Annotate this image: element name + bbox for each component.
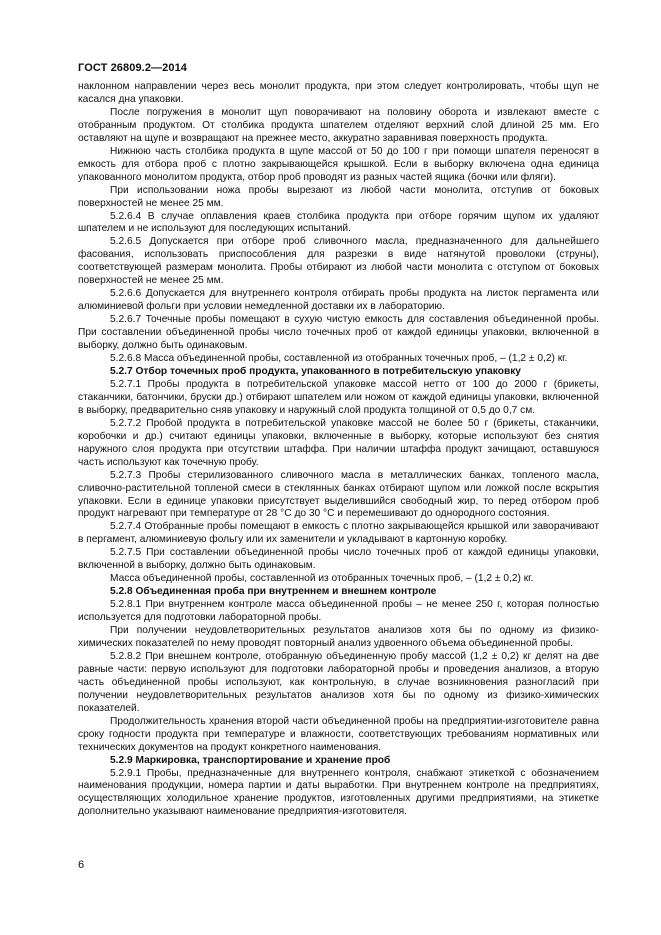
- paragraph: 5.2.7.3 Пробы стерилизованного сливочного масла в металлических банках, топленого масла, сливочно-растительной топленой смеси в стеклянных банках отбирают щупом или ложкой после вскрытия упаковки. Если в единице упаковки присутствует выделившийся свободный жир, то перед отбором проб продукт нагревают при температуре от 28 °С до 30 °С и перемешивают до однородного состояния.: [78, 469, 599, 520]
- section-heading: 5.2.7 Отбор точечных проб продукта, упакованного в потребительскую упаковку: [110, 365, 521, 377]
- paragraph: 5.2.8.2 При внешнем контроле, отобранную объединенную пробу массой (1,2 ± 0,2) кг делят на две равные части: первую используют для подготовки лабораторной пробы и проведения анализов, а вторую часть объединенной пробы используют, как контрольную, в случае возникновения разногласий при получении неудовлетворительных результатов анализов хотя бы по одному из физико-химических показателей.: [78, 650, 599, 714]
- section-heading: 5.2.9 Маркировка, транспортирование и хранение проб: [110, 754, 391, 766]
- page-number: 6: [78, 859, 85, 871]
- document-body: [78, 81, 599, 819]
- paragraph: При получении неудовлетворительных результатов анализов хотя бы по одному из физико-химических показателей по нему проводят повторный анализ удвоенного объема объединенной пробы.: [78, 625, 599, 649]
- section-heading: 5.2.8 Объединенная проба при внутреннем и внешнем контроле: [110, 586, 437, 598]
- paragraph: 5.2.6.5 Допускается при отборе проб сливочного масла, предназначенного для дальнейшего фасования, использовать приспособления для разрезки в виде натянутой проволоки (струны), соответствующей размерам монолита. Пробы отбирают из любой части монолита с отступом от боковых поверхностей не менее 25 мм.: [78, 236, 599, 287]
- paragraph: 5.2.7.2 Пробой продукта в потребительской упаковке массой не более 50 г (брикеты, стаканчики, коробочки и др.) считают единицы упаковки, включенные в выборку, которые используют без снятия наружного слоя продукта при отсутствии штаффа. При наличии штаффа продукт зачищают, оставшуюся часть используют как точечную пробу.: [78, 417, 599, 468]
- paragraph: наклонном направлении через весь монолит продукта, при этом следует контролировать, чтобы щуп не касался дна упаковки.: [78, 81, 599, 105]
- paragraph: Масса объединенной пробы, составленной из отобранных точечных проб, – (1,2 ± 0,2) кг.: [110, 573, 534, 585]
- paragraph: 5.2.8.1 При внутреннем контроле масса объединенной пробы – не менее 250 г, которая полностью используется для подготовки лабораторной пробы.: [78, 599, 599, 624]
- paragraph: 5.2.7.1 Пробы продукта в потребительской упаковке массой нетто от 100 до 2000 г (брикеты, стаканчики, батончики, бруски др.) отбирают шпателем или ножом от каждой единицы упаковки, включенной в выборку, предварительно сняв упаковку и наружный слой продукта толщиной от 0,5 до 0,7 см.: [78, 378, 599, 416]
- paragraph: При использовании ножа пробы вырезают из любой части монолита, отступив от боковых поверхностей не менее 25 мм.: [78, 184, 599, 209]
- standard-code-header: ГОСТ 26809.2—2014: [78, 62, 188, 74]
- paragraph: 5.2.7.5 При составлении объединенной пробы число точечных проб от каждой единицы упаковки, включенной в выборку, должно быть одинаковым.: [78, 547, 599, 572]
- paragraph: 5.2.6.7 Точечные пробы помещают в сухую чистую емкость для составления объединенной пробы. При составлении объединенной пробы число точечных проб от каждой единицы упаковки, включенной в выборку, должно быть одинаковым.: [78, 314, 599, 352]
- paragraph: Нижнюю часть столбика продукта в щупе массой от 50 до 100 г при помощи шпателя переносят в емкость для отбора проб с плотно закрывающейся крышкой. Если в выборку включена одна единица упакованного монолитом продукта, отбор проб проводят из разных частей ящика (бочки или фляги).: [78, 145, 599, 183]
- paragraph: 5.2.6.6 Допускается для внутреннего контроля отбирать пробы продукта на листок пергамента или алюминиевой фольги при условии немедленной доставки их в лабораторию.: [78, 288, 599, 313]
- paragraph: После погружения в монолит щуп поворачивают на половину оборота и извлекают вместе с отобранным продуктом. От столбика продукта шпателем отделяют верхний слой длиной 25 мм. Его оставляют на щупе и возвращают на прежнее место, аккуратно заравнивая поверхность продукта.: [78, 106, 599, 144]
- paragraph: 5.2.6.4 В случае оплавления краев столбика продукта при отборе горячим щупом их удаляют шпателем и не используют для последующих испытаний.: [78, 210, 599, 235]
- paragraph: 5.2.7.4 Отобранные пробы помещают в емкость с плотно закрывающейся крышкой или заворачивают в пергамент, алюминиевую фольгу или их заменители и укладывают в картонную коробку.: [78, 521, 599, 546]
- paragraph: 5.2.6.8 Масса объединенной пробы, составленной из отобранных точечных проб, – (1,2 ± 0,2) кг.: [110, 353, 568, 365]
- paragraph: Продолжительность хранения второй части объединенной пробы на предприятии-изготовителе равна сроку годности продукта при температуре и влажности, соответствующих требованиям нормативных или технических документов на продукт конкретного наименования.: [78, 715, 599, 753]
- paragraph: 5.2.9.1 Пробы, предназначенные для внутреннего контроля, снабжают этикеткой с обозначением наименования продукции, номера партии и даты выработки. При внутреннем контроле на предприятиях, осуществляющих холодильное хранение продуктов, изготовленных другими предприятиями, на этикетке дополнительно указывают наименование предприятия-изготовителя.: [78, 767, 599, 818]
